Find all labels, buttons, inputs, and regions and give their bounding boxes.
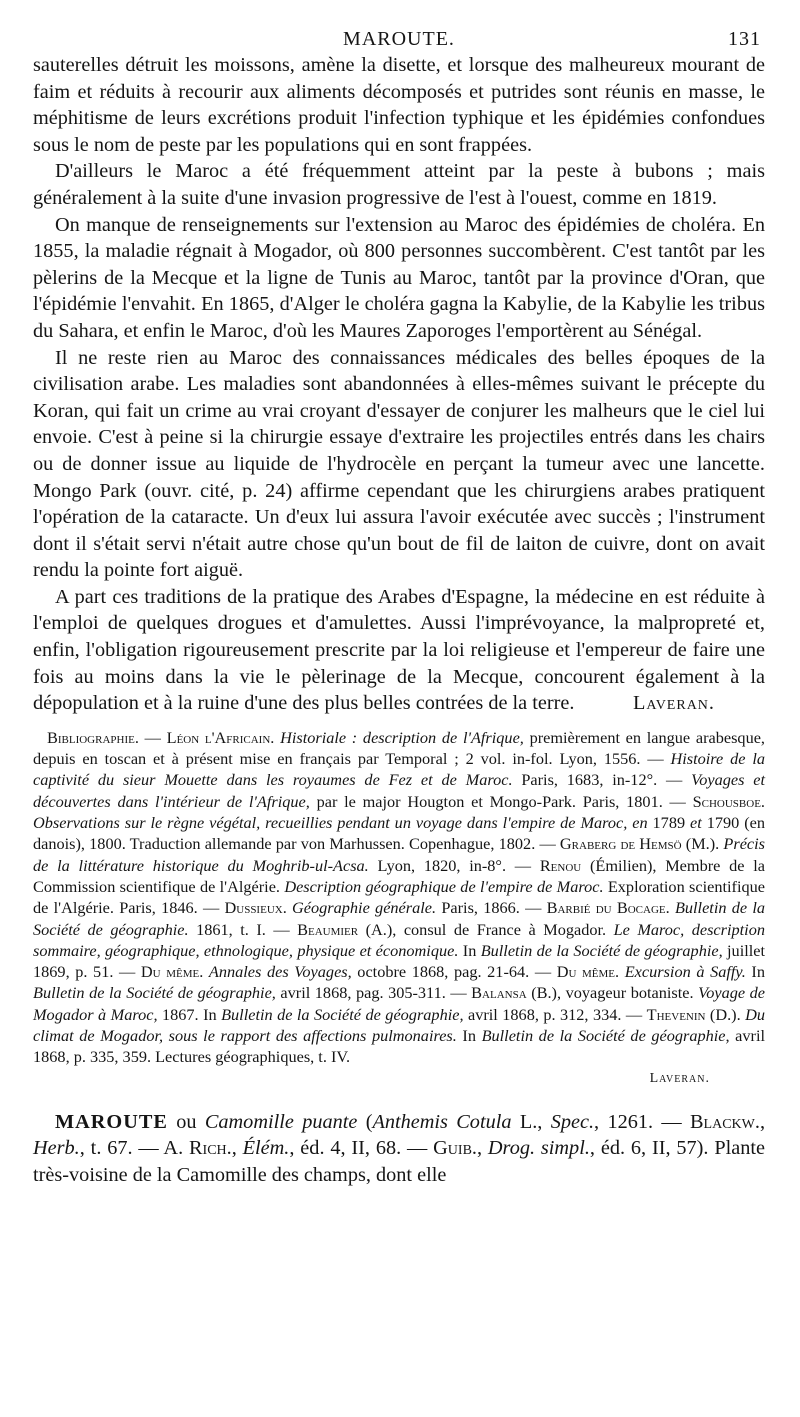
bibliography-segments-segment: (A.), consul de France à Mogador. bbox=[358, 919, 614, 939]
entry-text bbox=[33, 1109, 765, 1189]
bibliography-segments-segment: (B.), voyageur botaniste. bbox=[526, 983, 699, 1003]
bibliography-segments-segment: (Émilien), Membre de la Commission scientifique de l'Algérie. bbox=[33, 855, 765, 896]
entry-segments-segment: , 1261. — bbox=[594, 1110, 690, 1133]
bibliography-segments-segment: Exploration scientifique de l'Algérie. Paris, 1846. — bbox=[33, 876, 765, 918]
paragraph-2: D'ailleurs le Maroc a été fréquemment atteint par la peste à bubons ; mais généralement à la suite d'une invasion progressive de l'est à l'ouest, comme en 1819. bbox=[33, 160, 765, 209]
bibliography-segments-segment: Histoire de la captivité du sieur Mouette dans les royaumes de Fez et de Maroc. bbox=[33, 749, 766, 790]
bibliography-segments-segment: Géographie générale. bbox=[292, 898, 437, 918]
bibliography-segments-segment: Du même. bbox=[556, 962, 620, 982]
page-header bbox=[33, 22, 765, 52]
author-signature: Laveran. bbox=[633, 692, 715, 715]
bibliography-segments-segment: Observations sur le règne végétal, recueillies pendant un voyage dans l'empire de Maroc, en bbox=[33, 813, 648, 833]
bibliography-segments-segment: — bbox=[138, 727, 167, 747]
bibliography-segments-segment: Dussieux. bbox=[224, 898, 287, 918]
article-body bbox=[33, 52, 765, 717]
bibliography-segments-segment: (D.). bbox=[705, 1004, 746, 1024]
bibliography-segments-segment: octobre 1868, pag. 21-64. — bbox=[351, 962, 557, 982]
bibliography-segments-segment: Graberg de Hemsö bbox=[559, 834, 682, 854]
bibliography-text bbox=[33, 727, 765, 1068]
entry-segments-segment: Guib. bbox=[433, 1137, 477, 1160]
bibliography-segments-segment: et bbox=[690, 813, 702, 833]
entry-segments-segment: Herb. bbox=[33, 1137, 80, 1160]
bibliography-segments-segment: In bbox=[458, 940, 481, 960]
bibliography-segments-segment: Schousboe. bbox=[692, 791, 765, 811]
paragraph-5 bbox=[33, 584, 765, 717]
paragraph-1: sauterelles détruit les moissons, amène la disette, et lorsque des malheureux mourant de faim et réduits à recourir aux aliments décomposés et putrides sont réunis en masse, le méphitisme de leurs excrétions produit l'infection typhique et les épidémies confondues sous le nom de peste par les populations qui en sont frappées. bbox=[33, 54, 765, 156]
bibliography-segments-segment: avril 1868, pag. 305-311. — bbox=[275, 983, 472, 1003]
bibliography-segments-segment: Beaumier bbox=[297, 919, 359, 939]
entry-segments-segment: L., bbox=[511, 1110, 551, 1133]
bibliography-segments-segment: Bulletin de la Société de géographie, bbox=[481, 1026, 730, 1045]
bibliography-segments-segment: (M.). bbox=[681, 834, 724, 854]
paragraph-3: On manque de renseignements sur l'extension au Maroc des épidémies de choléra. En 1855, la maladie régnait à Mogador, où 800 personnes succombèrent. C'est tantôt par les pèlerins de la Mecque et la ligne de Tunis au Maroc, tantôt par la province d'Oran, que l'épidémie l'envahit. En 1865, d'Alger le choléra gagna la Kabylie, de la Kabylie les tribus du Sahara, et enfin le Maroc, d'où les Maures Zaporoges l'emportèrent au Sénégal. bbox=[33, 213, 765, 342]
bibliography-segments-segment: Renou bbox=[539, 855, 582, 875]
paragraph-5-text: A part ces traditions de la pratique des Arabes d'Espagne, la médecine en est réduite à l'emploi de quelques drogues et d'amulettes. Aussi l'imprévoyance, la malpropreté et, enfin, l'obligation rigoureusement prescrite par la loi religieuse et l'empereur de faire une fois au moins dans la vie le pèlerinage de la Mecque, concourent également à la dépopulation et à la ruine d'une des plus belles contrées de la terre. bbox=[33, 585, 765, 715]
bibliography-segments-segment: Bibliographie. bbox=[47, 727, 139, 747]
bibliography-segments-segment: Du même. bbox=[140, 962, 204, 982]
bibliography-segments-segment: Thevenin bbox=[646, 1004, 706, 1024]
bibliography-segments-segment: In bbox=[745, 962, 765, 982]
dictionary-entry-maroute bbox=[33, 1109, 765, 1189]
bibliography-segments-segment: Balansa bbox=[471, 983, 527, 1003]
page-number: 131 bbox=[728, 28, 761, 50]
bibliography-segments-segment: juillet 1869, p. 51. — bbox=[33, 940, 766, 982]
bibliography-segments-segment: Description géographique de l'empire de Maroc. bbox=[284, 876, 604, 896]
bibliography-segments-segment: Léon l'Africain. bbox=[166, 727, 275, 747]
entry-segments-segment: ( bbox=[357, 1110, 373, 1133]
bibliography-segments-segment: Du climat de Mogador, sous le rapport des affections pulmonaires. bbox=[33, 1004, 766, 1045]
entry-segments-segment: MAROUTE bbox=[55, 1110, 168, 1133]
paragraph-4: Il ne reste rien au Maroc des connaissances médicales des belles époques de la civilisation arabe. Les maladies sont abandonnées à elles-mêmes suivant le précepte du Koran, qui fait un crime au vrai croyant d'essayer de conjurer les malheurs que le ciel lui envoie. C'est à peine si la chirurgie essaye d'extraire les projectiles entrés dans les chairs ou de donner issue au liquide de l'hydrocèle en perçant la tumeur avec une lancette. Mongo Park (ouvr. cité, p. 24) affirme cependant que les chirurgiens arabes pratiquent l'opération de la cataracte. Un d'eux lui assura l'avoir exécutée avec succès ; l'instrument dont il s'était servi n'était autre chose qu'un bout de fil de laiton de cuivre, dont on avait rendu la pointe fort aiguë. bbox=[33, 346, 765, 582]
entry-segments-segment: , éd. 6, II, 57). Plante très-voisine de la Camomille des champs, dont elle bbox=[33, 1137, 766, 1187]
bibliography-segments-segment: Bulletin de la Société de géographie, bbox=[33, 983, 276, 1003]
bibliography-segments-segment: Excursion à Saffy. bbox=[624, 962, 746, 982]
entry-segments-segment: Blackw. bbox=[690, 1110, 760, 1133]
entry-segments-segment: , bbox=[231, 1137, 243, 1160]
bibliography-segments-segment: 1861, t. I. — bbox=[188, 919, 298, 939]
entry-segments-segment: Spec. bbox=[550, 1110, 595, 1133]
bibliography-segments-segment: Voyages et découvertes dans l'intérieur de l'Afrique, bbox=[33, 770, 765, 811]
bibliography-segments-segment: Le Maroc, description sommaire, géographique, ethnologique, physique et économique. bbox=[33, 919, 765, 960]
entry-segments-segment: Rich. bbox=[189, 1137, 232, 1160]
bibliography-segments-segment: Voyage de Mogador à Maroc, bbox=[33, 983, 766, 1024]
bibliography bbox=[33, 727, 765, 1089]
bibliography-segments-segment: In bbox=[456, 1026, 482, 1045]
bibliography-signature: Laveran. bbox=[649, 1070, 710, 1086]
entry-segments-segment: , bbox=[759, 1110, 766, 1133]
bibliography-segments-segment: Paris, 1683, in-12°. — bbox=[512, 770, 692, 790]
entry-segments-segment: Camomille puante bbox=[204, 1110, 358, 1133]
entry-segments-segment: Élém. bbox=[242, 1137, 290, 1160]
bibliography-segments-segment: premièrement en langue arabesque, depuis en toscan et à présent mise en français par Temporal ; 2 vol. in-fol. Lyon, 1556. — bbox=[33, 727, 766, 769]
bibliography-segments-segment: Bulletin de la Société de géographie. bbox=[33, 898, 766, 939]
bibliography-segments-segment: Bulletin de la Société de géographie, bbox=[480, 940, 723, 960]
bibliography-segments-segment: avril 1868, p. 312, 334. — bbox=[463, 1004, 647, 1024]
page bbox=[33, 22, 765, 1189]
bibliography-segments-segment: par le major Hougton et Mongo-Park. Paris, 1801. — bbox=[309, 791, 693, 811]
bibliography-segments-segment: 1867. In bbox=[157, 1004, 222, 1024]
bibliography-segments-segment: Lyon, 1820, in-8°. — bbox=[368, 855, 540, 875]
bibliography-segments-segment: 1789 bbox=[647, 813, 691, 833]
bibliography-segments-segment: Barbié du Bocage. bbox=[546, 898, 670, 918]
bibliography-segments-segment: avril 1868, p. 335, 359. Lectures géographiques, t. IV. bbox=[33, 1026, 766, 1067]
bibliography-segments-segment: Historiale : description de l'Afrique, bbox=[280, 727, 524, 747]
entry-segments-segment: , éd. 4, II, 68. — bbox=[289, 1137, 434, 1160]
entry-segments-segment: , bbox=[476, 1137, 488, 1160]
entry-segments-segment: ou bbox=[167, 1110, 205, 1133]
entry-segments-segment: Drog. simpl. bbox=[487, 1137, 590, 1160]
running-head: MAROUTE. bbox=[343, 28, 455, 50]
bibliography-segments-segment: Annales des Voyages, bbox=[208, 962, 352, 982]
entry-segments-segment: , t. 67. — A. bbox=[79, 1137, 189, 1160]
bibliography-segments-segment: Paris, 1866. — bbox=[436, 898, 547, 918]
bibliography-segments-segment: 1790 (en danois), 1800. Traduction allemande par von Marhussen. Copenhague, 1802. — bbox=[33, 813, 765, 854]
bibliography-segments-segment: Précis de la littérature historique du Moghrib-ul-Acsa. bbox=[33, 834, 766, 875]
entry-segments-segment: Anthemis Cotula bbox=[372, 1110, 512, 1133]
bibliography-segments-segment: Bulletin de la Société de géographie, bbox=[221, 1004, 464, 1024]
